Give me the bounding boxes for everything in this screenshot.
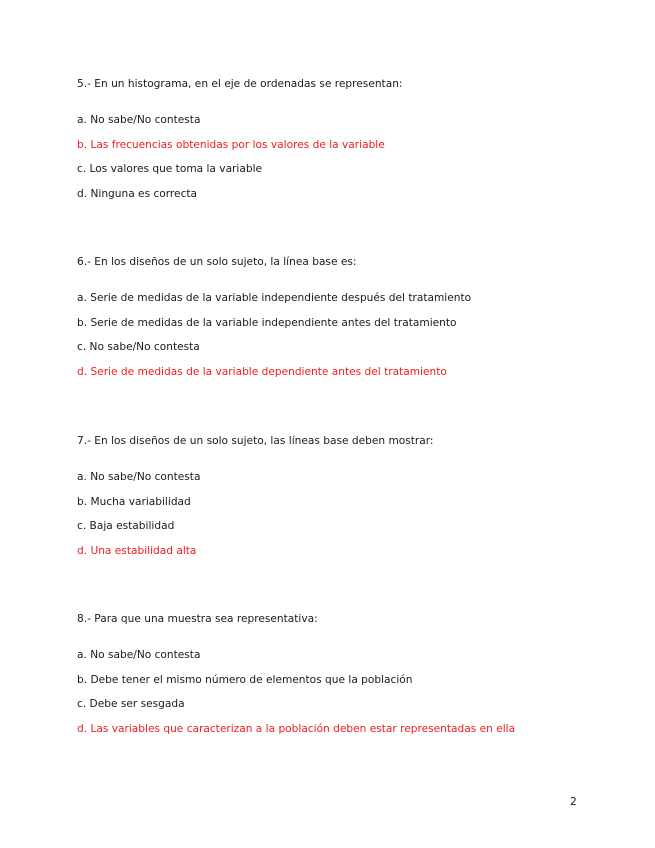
answer-option-d-correct: d. Una estabilidad alta (77, 544, 197, 557)
page-number: 2 (570, 796, 577, 808)
answer-option-b: b. Serie de medidas de la variable independiente antes del tratamiento (77, 316, 457, 329)
answer-option-c: c. Debe ser sesgada (77, 698, 185, 710)
question-6 (77, 255, 597, 389)
answer-option-a: a. No sabe/No contesta (77, 114, 201, 126)
answer-option-b: b. Mucha variabilidad (77, 495, 191, 508)
question-8 (77, 612, 597, 746)
answer-option-c: c. No sabe/No contesta (77, 341, 200, 353)
answer-options (77, 291, 597, 379)
question-text: 5.- En un histograma, en el eje de ordenadas se representan: (77, 78, 403, 90)
answer-option-b: b. Debe tener el mismo número de elementos que la población (77, 673, 413, 686)
answer-option-a: a. Serie de medidas de la variable independiente después del tratamiento (77, 292, 472, 304)
question-7 (77, 434, 597, 568)
question-5 (77, 77, 597, 211)
question-text: 8.- Para que una muestra sea representativa: (77, 613, 318, 625)
answer-option-b-correct: b. Las frecuencias obtenidas por los valores de la variable (77, 138, 385, 151)
answer-options (77, 470, 597, 558)
answer-option-d-correct: d. Serie de medidas de la variable dependiente antes del tratamiento (77, 365, 447, 378)
answer-option-d-correct: d. Las variables que caracterizan a la población deben estar representadas en ella (77, 722, 516, 735)
answer-option-a: a. No sabe/No contesta (77, 649, 201, 661)
answer-option-d: d. Ninguna es correcta (77, 187, 198, 200)
question-text: 6.- En los diseños de un solo sujeto, la línea base es: (77, 256, 357, 268)
answer-options (77, 648, 597, 736)
answer-option-c: c. Los valores que toma la variable (77, 163, 263, 175)
answer-option-c: c. Baja estabilidad (77, 520, 175, 532)
question-text: 7.- En los diseños de un solo sujeto, las líneas base deben mostrar: (77, 435, 434, 447)
answer-options (77, 113, 597, 201)
answer-option-a: a. No sabe/No contesta (77, 471, 201, 483)
